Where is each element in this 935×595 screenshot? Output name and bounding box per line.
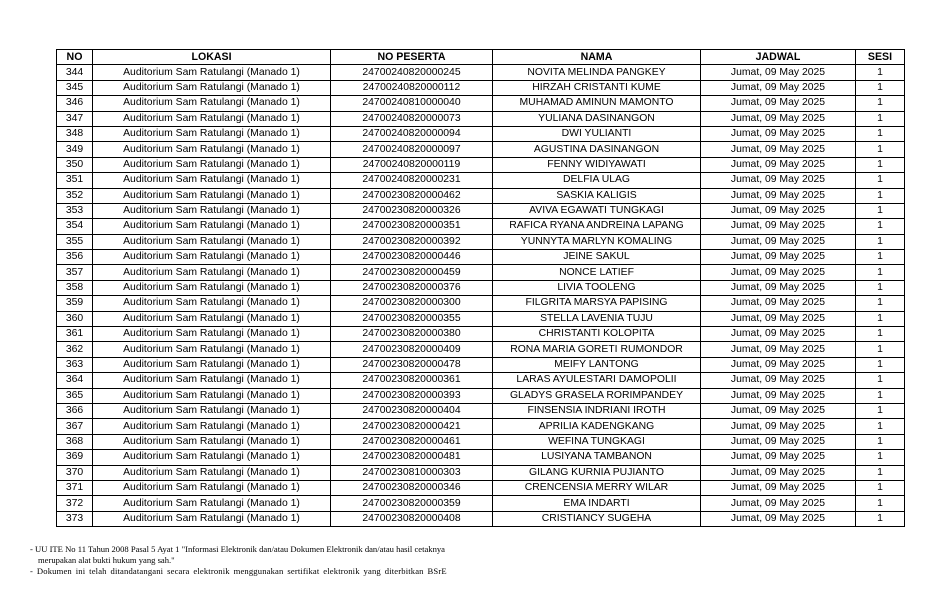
- table-row: [57, 419, 905, 434]
- cell-sesi: 1: [856, 450, 905, 465]
- cell-nama: LIVIA TOOLENG: [493, 280, 701, 295]
- cell-jadwal: Jumat, 09 May 2025: [701, 388, 856, 403]
- cell-no-peserta: 24700230820000481: [331, 450, 493, 465]
- cell-nama: YULIANA DASINANGON: [493, 111, 701, 126]
- table-row: [57, 496, 905, 511]
- cell-no: 346: [57, 96, 93, 111]
- cell-lokasi: Auditorium Sam Ratulangi (Manado 1): [93, 434, 331, 449]
- cell-no-peserta: 24700230820000376: [331, 280, 493, 295]
- cell-nama: AVIVA EGAWATI TUNGKAGI: [493, 203, 701, 218]
- table-row: [57, 280, 905, 295]
- table-row: [57, 450, 905, 465]
- cell-no: 348: [57, 126, 93, 141]
- cell-jadwal: Jumat, 09 May 2025: [701, 511, 856, 526]
- table-row: [57, 65, 905, 80]
- cell-nama: NOVITA MELINDA PANGKEY: [493, 65, 701, 80]
- cell-nama: YUNNYTA MARLYN KOMALING: [493, 234, 701, 249]
- cell-sesi: 1: [856, 203, 905, 218]
- footnotes: [30, 544, 910, 577]
- cell-sesi: 1: [856, 234, 905, 249]
- cell-no: 344: [57, 65, 93, 80]
- cell-jadwal: Jumat, 09 May 2025: [701, 173, 856, 188]
- table-row: [57, 173, 905, 188]
- cell-sesi: 1: [856, 403, 905, 418]
- cell-lokasi: Auditorium Sam Ratulangi (Manado 1): [93, 219, 331, 234]
- cell-lokasi: Auditorium Sam Ratulangi (Manado 1): [93, 65, 331, 80]
- cell-jadwal: Jumat, 09 May 2025: [701, 357, 856, 372]
- cell-nama: MEIFY LANTONG: [493, 357, 701, 372]
- cell-jadwal: Jumat, 09 May 2025: [701, 250, 856, 265]
- table-row: [57, 234, 905, 249]
- cell-no: 367: [57, 419, 93, 434]
- table-body: [57, 65, 905, 527]
- cell-no-peserta: 24700230820000409: [331, 342, 493, 357]
- cell-lokasi: Auditorium Sam Ratulangi (Manado 1): [93, 280, 331, 295]
- table-header-row: [57, 50, 905, 65]
- cell-no: 361: [57, 327, 93, 342]
- cell-jadwal: Jumat, 09 May 2025: [701, 311, 856, 326]
- cell-no: 345: [57, 80, 93, 95]
- table-row: [57, 80, 905, 95]
- cell-sesi: 1: [856, 434, 905, 449]
- cell-nama: RONA MARIA GORETI RUMONDOR: [493, 342, 701, 357]
- cell-lokasi: Auditorium Sam Ratulangi (Manado 1): [93, 342, 331, 357]
- cell-no: 353: [57, 203, 93, 218]
- cell-jadwal: Jumat, 09 May 2025: [701, 327, 856, 342]
- footnote-bsre: - Dokumen ini telah ditandatangani secara elektronik menggunakan sertifikat elektronik yang diterbitkan BSrE: [30, 566, 447, 576]
- cell-jadwal: Jumat, 09 May 2025: [701, 111, 856, 126]
- cell-sesi: 1: [856, 157, 905, 172]
- cell-nama: DELFIA ULAG: [493, 173, 701, 188]
- table-row: [57, 511, 905, 526]
- cell-no: 358: [57, 280, 93, 295]
- cell-sesi: 1: [856, 65, 905, 80]
- cell-nama: GLADYS GRASELA RORIMPANDEY: [493, 388, 701, 403]
- cell-nama: DWI YULIANTI: [493, 126, 701, 141]
- cell-jadwal: Jumat, 09 May 2025: [701, 203, 856, 218]
- cell-nama: APRILIA KADENGKANG: [493, 419, 701, 434]
- cell-jadwal: Jumat, 09 May 2025: [701, 465, 856, 480]
- cell-no: 357: [57, 265, 93, 280]
- cell-nama: EMA INDARTI: [493, 496, 701, 511]
- table-row: [57, 434, 905, 449]
- cell-nama: CHRISTANTI KOLOPITA: [493, 327, 701, 342]
- cell-no: 365: [57, 388, 93, 403]
- table-row: [57, 357, 905, 372]
- cell-lokasi: Auditorium Sam Ratulangi (Manado 1): [93, 96, 331, 111]
- cell-lokasi: Auditorium Sam Ratulangi (Manado 1): [93, 80, 331, 95]
- cell-lokasi: Auditorium Sam Ratulangi (Manado 1): [93, 450, 331, 465]
- cell-lokasi: Auditorium Sam Ratulangi (Manado 1): [93, 465, 331, 480]
- cell-nama: GILANG KURNIA PUJIANTO: [493, 465, 701, 480]
- cell-no-peserta: 24700240820000231: [331, 173, 493, 188]
- participant-table: [56, 49, 905, 527]
- cell-jadwal: Jumat, 09 May 2025: [701, 126, 856, 141]
- cell-no-peserta: 24700230820000459: [331, 265, 493, 280]
- cell-sesi: 1: [856, 511, 905, 526]
- header-sesi: SESI: [856, 50, 905, 65]
- cell-nama: NONCE LATIEF: [493, 265, 701, 280]
- cell-sesi: 1: [856, 296, 905, 311]
- table-row: [57, 157, 905, 172]
- table-row: [57, 188, 905, 203]
- cell-no-peserta: 24700240820000119: [331, 157, 493, 172]
- cell-no-peserta: 24700230820000355: [331, 311, 493, 326]
- cell-jadwal: Jumat, 09 May 2025: [701, 157, 856, 172]
- cell-nama: CRISTIANCY SUGEHA: [493, 511, 701, 526]
- cell-lokasi: Auditorium Sam Ratulangi (Manado 1): [93, 388, 331, 403]
- cell-sesi: 1: [856, 280, 905, 295]
- header-nama: NAMA: [493, 50, 701, 65]
- cell-jadwal: Jumat, 09 May 2025: [701, 434, 856, 449]
- cell-no-peserta: 24700230820000392: [331, 234, 493, 249]
- cell-jadwal: Jumat, 09 May 2025: [701, 280, 856, 295]
- cell-lokasi: Auditorium Sam Ratulangi (Manado 1): [93, 403, 331, 418]
- cell-lokasi: Auditorium Sam Ratulangi (Manado 1): [93, 111, 331, 126]
- table-row: [57, 203, 905, 218]
- cell-nama: LARAS AYULESTARI DAMOPOLII: [493, 373, 701, 388]
- cell-sesi: 1: [856, 250, 905, 265]
- table-row: [57, 311, 905, 326]
- cell-nama: CRENCENSIA MERRY WILAR: [493, 480, 701, 495]
- cell-nama: SASKIA KALIGIS: [493, 188, 701, 203]
- header-no-peserta: NO PESERTA: [331, 50, 493, 65]
- cell-nama: RAFICA RYANA ANDREINA LAPANG: [493, 219, 701, 234]
- cell-jadwal: Jumat, 09 May 2025: [701, 219, 856, 234]
- cell-no: 351: [57, 173, 93, 188]
- cell-jadwal: Jumat, 09 May 2025: [701, 419, 856, 434]
- cell-no-peserta: 24700230820000300: [331, 296, 493, 311]
- cell-sesi: 1: [856, 111, 905, 126]
- cell-no: 371: [57, 480, 93, 495]
- table-row: [57, 480, 905, 495]
- cell-jadwal: Jumat, 09 May 2025: [701, 96, 856, 111]
- cell-no-peserta: 24700230820000393: [331, 388, 493, 403]
- cell-no-peserta: 24700230820000404: [331, 403, 493, 418]
- cell-lokasi: Auditorium Sam Ratulangi (Manado 1): [93, 142, 331, 157]
- cell-jadwal: Jumat, 09 May 2025: [701, 65, 856, 80]
- header-no: NO: [57, 50, 93, 65]
- cell-jadwal: Jumat, 09 May 2025: [701, 265, 856, 280]
- cell-lokasi: Auditorium Sam Ratulangi (Manado 1): [93, 234, 331, 249]
- cell-lokasi: Auditorium Sam Ratulangi (Manado 1): [93, 373, 331, 388]
- table-row: [57, 388, 905, 403]
- cell-sesi: 1: [856, 342, 905, 357]
- cell-sesi: 1: [856, 496, 905, 511]
- cell-jadwal: Jumat, 09 May 2025: [701, 496, 856, 511]
- cell-jadwal: Jumat, 09 May 2025: [701, 188, 856, 203]
- cell-no: 356: [57, 250, 93, 265]
- table-row: [57, 403, 905, 418]
- cell-sesi: 1: [856, 142, 905, 157]
- cell-sesi: 1: [856, 465, 905, 480]
- cell-no-peserta: 24700240810000040: [331, 96, 493, 111]
- cell-no: 364: [57, 373, 93, 388]
- cell-sesi: 1: [856, 126, 905, 141]
- cell-no-peserta: 24700230820000421: [331, 419, 493, 434]
- cell-lokasi: Auditorium Sam Ratulangi (Manado 1): [93, 157, 331, 172]
- cell-sesi: 1: [856, 188, 905, 203]
- cell-jadwal: Jumat, 09 May 2025: [701, 373, 856, 388]
- cell-no-peserta: 24700240820000097: [331, 142, 493, 157]
- cell-sesi: 1: [856, 480, 905, 495]
- cell-no-peserta: 24700240820000245: [331, 65, 493, 80]
- table-row: [57, 111, 905, 126]
- cell-no-peserta: 24700230820000478: [331, 357, 493, 372]
- cell-no: 355: [57, 234, 93, 249]
- cell-sesi: 1: [856, 265, 905, 280]
- cell-no: 363: [57, 357, 93, 372]
- cell-no: 362: [57, 342, 93, 357]
- cell-nama: LUSIYANA TAMBANON: [493, 450, 701, 465]
- cell-no-peserta: 24700230820000359: [331, 496, 493, 511]
- cell-no-peserta: 24700230820000408: [331, 511, 493, 526]
- cell-no-peserta: 24700230820000446: [331, 250, 493, 265]
- header-lokasi: LOKASI: [93, 50, 331, 65]
- cell-no: 359: [57, 296, 93, 311]
- cell-lokasi: Auditorium Sam Ratulangi (Manado 1): [93, 173, 331, 188]
- cell-lokasi: Auditorium Sam Ratulangi (Manado 1): [93, 296, 331, 311]
- cell-no-peserta: 24700240820000073: [331, 111, 493, 126]
- cell-nama: AGUSTINA DASINANGON: [493, 142, 701, 157]
- table-row: [57, 342, 905, 357]
- cell-no: 354: [57, 219, 93, 234]
- table-row: [57, 265, 905, 280]
- cell-no: 350: [57, 157, 93, 172]
- cell-jadwal: Jumat, 09 May 2025: [701, 296, 856, 311]
- cell-lokasi: Auditorium Sam Ratulangi (Manado 1): [93, 188, 331, 203]
- cell-lokasi: Auditorium Sam Ratulangi (Manado 1): [93, 203, 331, 218]
- cell-no-peserta: 24700230820000361: [331, 373, 493, 388]
- cell-lokasi: Auditorium Sam Ratulangi (Manado 1): [93, 265, 331, 280]
- cell-lokasi: Auditorium Sam Ratulangi (Manado 1): [93, 357, 331, 372]
- cell-no: 366: [57, 403, 93, 418]
- cell-lokasi: Auditorium Sam Ratulangi (Manado 1): [93, 250, 331, 265]
- cell-sesi: 1: [856, 219, 905, 234]
- cell-no: 370: [57, 465, 93, 480]
- cell-no: 352: [57, 188, 93, 203]
- cell-nama: STELLA LAVENIA TUJU: [493, 311, 701, 326]
- cell-jadwal: Jumat, 09 May 2025: [701, 234, 856, 249]
- table-row: [57, 142, 905, 157]
- cell-lokasi: Auditorium Sam Ratulangi (Manado 1): [93, 480, 331, 495]
- header-jadwal: JADWAL: [701, 50, 856, 65]
- table-row: [57, 327, 905, 342]
- cell-sesi: 1: [856, 357, 905, 372]
- cell-jadwal: Jumat, 09 May 2025: [701, 480, 856, 495]
- cell-jadwal: Jumat, 09 May 2025: [701, 450, 856, 465]
- cell-nama: FILGRITA MARSYA PAPISING: [493, 296, 701, 311]
- cell-lokasi: Auditorium Sam Ratulangi (Manado 1): [93, 511, 331, 526]
- cell-no: 360: [57, 311, 93, 326]
- cell-lokasi: Auditorium Sam Ratulangi (Manado 1): [93, 126, 331, 141]
- cell-nama: HIRZAH CRISTANTI KUME: [493, 80, 701, 95]
- cell-jadwal: Jumat, 09 May 2025: [701, 80, 856, 95]
- cell-jadwal: Jumat, 09 May 2025: [701, 142, 856, 157]
- cell-sesi: 1: [856, 96, 905, 111]
- cell-nama: JEINE SAKUL: [493, 250, 701, 265]
- cell-no: 372: [57, 496, 93, 511]
- cell-no-peserta: 24700230820000351: [331, 219, 493, 234]
- cell-no: 373: [57, 511, 93, 526]
- cell-lokasi: Auditorium Sam Ratulangi (Manado 1): [93, 496, 331, 511]
- cell-sesi: 1: [856, 388, 905, 403]
- cell-no-peserta: 24700230820000380: [331, 327, 493, 342]
- table-row: [57, 250, 905, 265]
- cell-no-peserta: 24700230820000461: [331, 434, 493, 449]
- table-row: [57, 96, 905, 111]
- cell-sesi: 1: [856, 311, 905, 326]
- cell-no: 369: [57, 450, 93, 465]
- table-row: [57, 373, 905, 388]
- cell-lokasi: Auditorium Sam Ratulangi (Manado 1): [93, 419, 331, 434]
- cell-nama: MUHAMAD AMINUN MAMONTO: [493, 96, 701, 111]
- cell-no-peserta: 24700240820000112: [331, 80, 493, 95]
- cell-no: 347: [57, 111, 93, 126]
- footnote-ite-line-2: merupakan alat bukti hukum yang sah.": [38, 555, 175, 565]
- cell-nama: FINSENSIA INDRIANI IROTH: [493, 403, 701, 418]
- cell-no: 368: [57, 434, 93, 449]
- cell-nama: FENNY WIDIYAWATI: [493, 157, 701, 172]
- cell-no-peserta: 24700240820000094: [331, 126, 493, 141]
- cell-sesi: 1: [856, 80, 905, 95]
- cell-no-peserta: 24700230820000346: [331, 480, 493, 495]
- cell-sesi: 1: [856, 419, 905, 434]
- table-row: [57, 219, 905, 234]
- cell-lokasi: Auditorium Sam Ratulangi (Manado 1): [93, 327, 331, 342]
- cell-sesi: 1: [856, 373, 905, 388]
- cell-jadwal: Jumat, 09 May 2025: [701, 403, 856, 418]
- cell-no-peserta: 24700230820000326: [331, 203, 493, 218]
- table-row: [57, 126, 905, 141]
- cell-nama: WEFINA TUNGKAGI: [493, 434, 701, 449]
- cell-lokasi: Auditorium Sam Ratulangi (Manado 1): [93, 311, 331, 326]
- cell-no: 349: [57, 142, 93, 157]
- cell-no-peserta: 24700230820000462: [331, 188, 493, 203]
- cell-jadwal: Jumat, 09 May 2025: [701, 342, 856, 357]
- cell-no-peserta: 24700230810000303: [331, 465, 493, 480]
- cell-sesi: 1: [856, 173, 905, 188]
- footnote-ite-line-1: - UU ITE No 11 Tahun 2008 Pasal 5 Ayat 1 "Informasi Elektronik dan/atau Dokumen Elektronik dan/atau hasil cetaknya: [30, 544, 445, 554]
- table-row: [57, 296, 905, 311]
- cell-sesi: 1: [856, 327, 905, 342]
- table-row: [57, 465, 905, 480]
